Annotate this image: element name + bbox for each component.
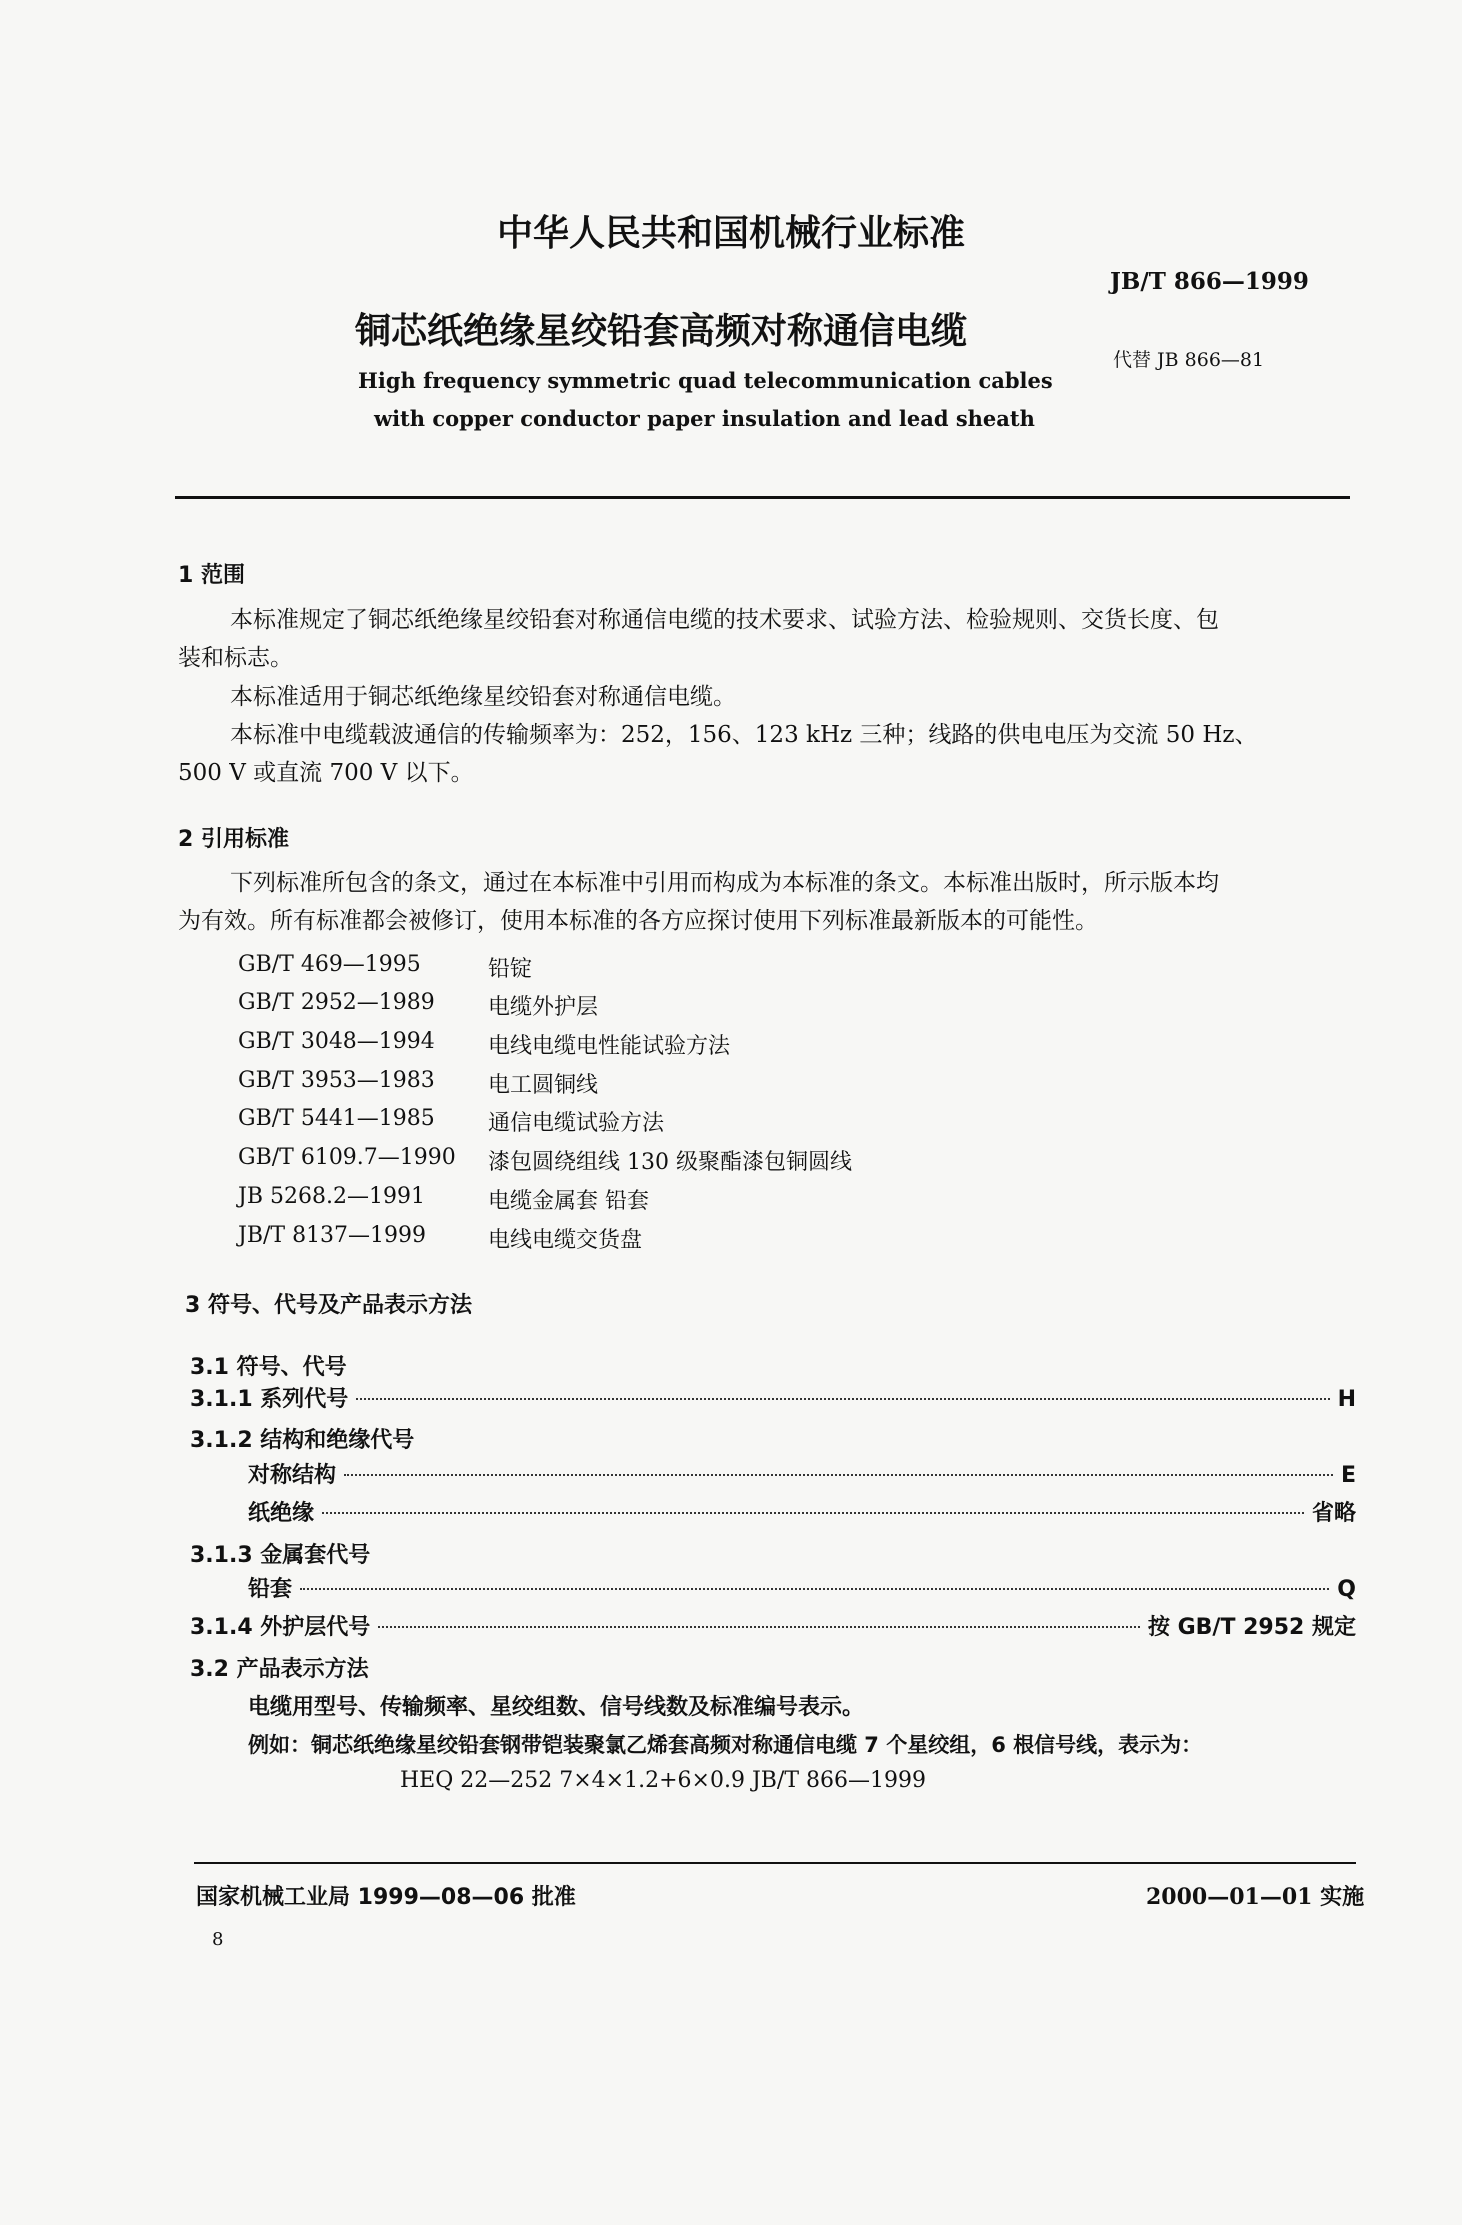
section-3-heading: 3 符号、代号及产品表示方法 — [185, 1293, 472, 1318]
ref-title: 电缆外护层 — [488, 995, 599, 1020]
implementation-date: 2000—01—01 实施 — [1146, 1884, 1365, 1910]
standard-number: JB/T 866—1999 — [1110, 268, 1309, 295]
symmetric-structure-value: E — [1340, 1463, 1356, 1488]
replaces-standard: 代替 JB 866—81 — [1113, 349, 1265, 371]
section-3-1-4-label: 3.1.4 外护层代号 — [190, 1615, 371, 1640]
document-title-cn: 铜芯纸绝缘星绞铅套高频对称通信电缆 — [355, 311, 968, 352]
section-1-para-1b: 装和标志。 — [178, 645, 293, 671]
ref-title: 电线电缆交货盘 — [488, 1228, 643, 1253]
ref-code: GB/T 3953—1983 — [238, 1068, 435, 1093]
paper-insulation-row — [248, 1496, 1356, 1530]
leader-dots — [378, 1626, 1140, 1628]
section-1-para-1a: 本标准规定了铜芯纸绝缘星绞铅套对称通信电缆的技术要求、试验方法、检验规则、交货长度、包 — [230, 607, 1219, 633]
ref-code: GB/T 2952—1989 — [238, 990, 435, 1015]
section-1-heading: 1 范围 — [178, 563, 245, 588]
document-title-en-line1: High frequency symmetric quad telecommunication cables — [358, 368, 1053, 393]
lead-sheath-row — [248, 1572, 1356, 1606]
paper-insulation-value: 省略 — [1311, 1501, 1356, 1526]
section-3-1-4-value: 按 GB/T 2952 规定 — [1147, 1615, 1356, 1640]
section-2-para-1b: 为有效。所有标准都会被修订，使用本标准的各方应探讨使用下列标准最新版本的可能性。 — [178, 908, 1098, 934]
section-3-2-heading: 3.2 产品表示方法 — [190, 1657, 369, 1682]
ref-code: GB/T 6109.7—1990 — [238, 1145, 456, 1170]
model-example: HEQ 22—252 7×4×1.2+6×0.9 JB/T 866—1999 — [400, 1768, 926, 1793]
footer-divider — [194, 1862, 1356, 1864]
ref-code: GB/T 3048—1994 — [238, 1029, 435, 1054]
section-3-1-4-row — [190, 1610, 1356, 1644]
header-divider — [175, 496, 1350, 499]
leader-dots — [300, 1588, 1329, 1590]
section-3-1-heading: 3.1 符号、代号 — [190, 1355, 347, 1380]
ref-title: 漆包圆绕组线 130 级聚酯漆包铜圆线 — [488, 1150, 852, 1175]
ref-title: 电工圆铜线 — [488, 1073, 599, 1098]
ref-title: 电线电缆电性能试验方法 — [488, 1034, 731, 1059]
lead-sheath-value: Q — [1337, 1577, 1356, 1602]
ref-title: 电缆金属套 铅套 — [488, 1189, 649, 1214]
lead-sheath-label: 铅套 — [248, 1577, 293, 1602]
leader-dots — [356, 1398, 1329, 1400]
ref-code: JB 5268.2—1991 — [238, 1184, 425, 1209]
ref-code: GB/T 469—1995 — [238, 952, 421, 977]
section-2-heading: 2 引用标准 — [178, 827, 289, 852]
leader-dots — [344, 1474, 1333, 1476]
section-3-1-3-heading: 3.1.3 金属套代号 — [190, 1543, 371, 1568]
section-1-para-3a: 本标准中电缆载波通信的传输频率为：252，156、123 kHz 三种；线路的供电电压为交流 50 Hz、 — [230, 722, 1258, 748]
ref-title: 铅锭 — [488, 957, 533, 982]
ref-code: JB/T 8137—1999 — [238, 1223, 427, 1248]
ref-title: 通信电缆试验方法 — [488, 1111, 665, 1136]
section-3-1-2-heading: 3.1.2 结构和绝缘代号 — [190, 1428, 415, 1453]
leader-dots — [322, 1512, 1304, 1514]
section-3-1-1-label: 3.1.1 系列代号 — [190, 1387, 349, 1412]
section-3-1-1-row — [190, 1382, 1356, 1416]
section-3-2-para-2: 例如：铜芯纸绝缘星绞铅套钢带铠装聚氯乙烯套高频对称通信电缆 7 个星绞组，6 根信号线，表示为： — [248, 1733, 1203, 1757]
section-3-1-1-value: H — [1337, 1387, 1356, 1412]
section-1-para-2: 本标准适用于铜芯纸绝缘星绞铅套对称通信电缆。 — [230, 684, 736, 710]
approval-info: 国家机械工业局 1999—08—06 批准 — [196, 1885, 576, 1910]
section-3-2-para-1: 电缆用型号、传输频率、星绞组数、信号线数及标准编号表示。 — [248, 1695, 865, 1720]
ref-code: GB/T 5441—1985 — [238, 1106, 435, 1131]
page-number: 8 — [212, 1929, 224, 1950]
section-2-para-1a: 下列标准所包含的条文，通过在本标准中引用而构成为本标准的条文。本标准出版时，所示版本均 — [230, 870, 1219, 896]
section-1-para-3b: 500 V 或直流 700 V 以下。 — [178, 760, 474, 786]
document-title-en-line2: with copper conductor paper insulation and lead sheath — [374, 406, 1035, 431]
symmetric-structure-row — [248, 1458, 1356, 1492]
paper-insulation-label: 纸绝缘 — [248, 1501, 315, 1526]
standard-category-title: 中华人民共和国机械行业标准 — [496, 213, 965, 254]
symmetric-structure-label: 对称结构 — [248, 1463, 337, 1488]
